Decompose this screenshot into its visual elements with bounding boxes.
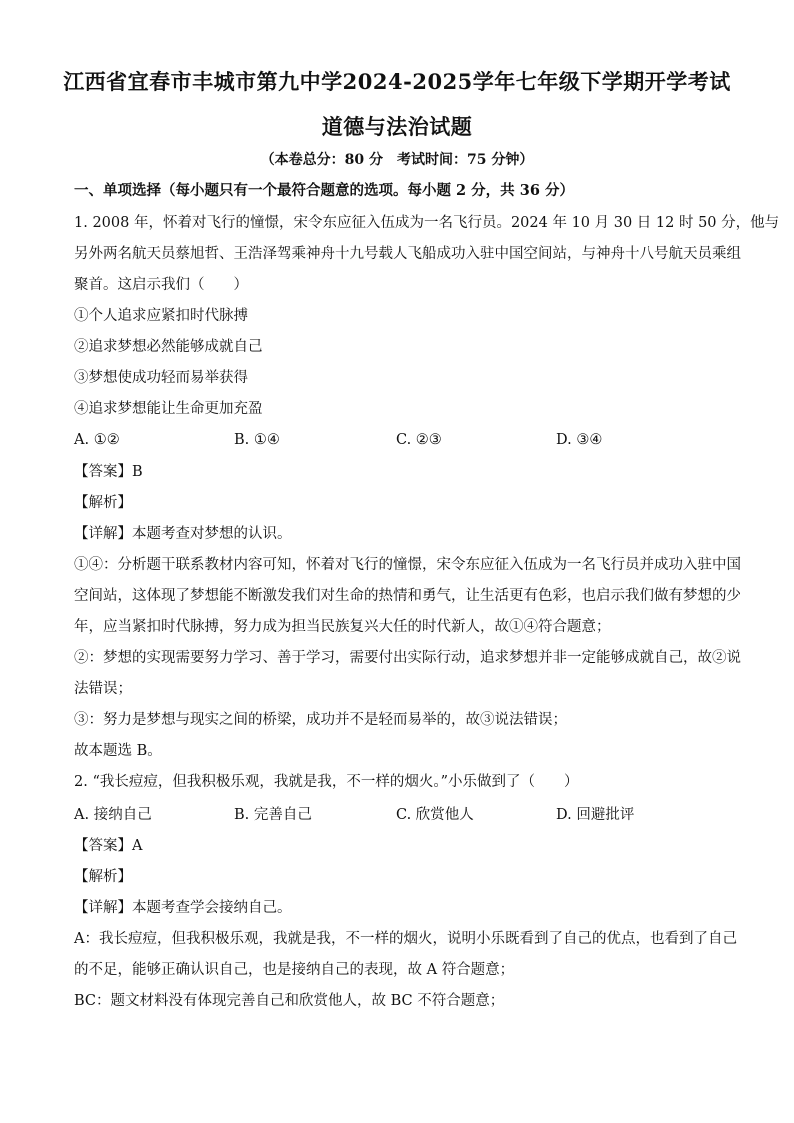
q1-statement-4: ④追求梦想能让生命更加充盈	[74, 401, 263, 417]
q2-option-a: A. 接纳自己	[74, 807, 152, 823]
q1-explain-2-line-1: ②：梦想的实现需要努力学习、善于学习，需要付出实际行动，追求梦想并非一定能够成就自己，故②说	[74, 650, 741, 666]
detail-text: 本题考查对梦想的认识。	[132, 526, 292, 542]
detail-text: 本题考查学会接纳自己。	[132, 900, 292, 916]
q2-explain-1-line-2: 的不足，能够正确认识自己，也是接纳自己的表现，故 A 符合题意；	[74, 962, 515, 978]
q2-detail	[74, 898, 734, 918]
answer-tag: 【答案】	[74, 464, 132, 480]
q1-detail	[74, 524, 734, 544]
q1-explain-3: ③：努力是梦想与现实之间的桥梁，成功并不是轻而易举的，故③说法错误；	[74, 712, 567, 728]
q1-statement-1: ①个人追求应紧扣时代脉搏	[74, 308, 248, 324]
answer-value: B	[132, 464, 143, 480]
answer-value: A	[132, 838, 143, 854]
q2-stem: 2. “我长痘痘，但我积极乐观，我就是我，不一样的烟火。”小乐做到了（ ）	[74, 774, 579, 790]
q2-option-d: D. 回避批评	[556, 807, 635, 823]
q2-explain-1-line-1: A：我长痘痘，但我积极乐观，我就是我，不一样的烟火，说明小乐既看到了自己的优点，也看到了自己	[74, 931, 737, 947]
q1-statement-3: ③梦想使成功轻而易举获得	[74, 370, 248, 386]
detail-tag: 【详解】	[74, 526, 132, 542]
title-line-1: 江西省宜春市丰城市第九中学2024-2025学年七年级下学期开学考试	[63, 69, 731, 94]
q1-stem-line-3: 聚首。这启示我们（ ）	[74, 277, 248, 293]
q2-explain-2: BC：题文材料没有体现完善自己和欣赏他人，故 BC 不符合题意；	[74, 993, 505, 1009]
answer-tag: 【答案】	[74, 838, 132, 854]
q1-option-d: D. ③④	[556, 432, 603, 448]
q1-explain-1-line-2: 空间站，这体现了梦想能不断激发我们对生命的热情和勇气，让生活更有色彩，也启示我们做有梦想的少	[74, 588, 741, 604]
q2-answer	[74, 836, 734, 856]
q2-option-c: C. 欣赏他人	[396, 807, 474, 823]
title-line-2: 道德与法治试题	[321, 114, 473, 139]
q1-statement-2: ②追求梦想必然能够成就自己	[74, 339, 263, 355]
q1-explain-2-line-2: 法错误；	[74, 681, 132, 697]
q1-explain-1-line-1: ①④：分析题干联系教材内容可知，怀着对飞行的憧憬，宋令东应征入伍成为一名飞行员并成功入驻中国	[74, 557, 741, 573]
q1-option-c: C. ②③	[396, 432, 442, 448]
q1-analysis-tag: 【解析】	[74, 495, 132, 511]
q1-option-b: B. ①④	[234, 432, 280, 448]
detail-tag: 【详解】	[74, 900, 132, 916]
q1-option-a: A. ①②	[74, 432, 120, 448]
q2-analysis-tag: 【解析】	[74, 869, 132, 885]
section-heading: 一、单项选择（每小题只有一个最符合题意的选项。每小题 2 分，共 36 分）	[74, 182, 574, 199]
q1-explain-1-line-3: 年，应当紧扣时代脉搏，努力成为担当民族复兴大任的时代新人，故①④符合题意；	[74, 619, 611, 635]
q2-option-b: B. 完善自己	[234, 807, 312, 823]
q1-conclusion: 故本题选 B。	[74, 743, 162, 759]
q1-stem-line-1: 1. 2008 年，怀着对飞行的憧憬，宋令东应征入伍成为一名飞行员。2024 年 10 月 30 日 12 时 50 分，他与	[74, 215, 780, 231]
q1-stem-line-2: 另外两名航天员蔡旭哲、王浩泽驾乘神舟十九号载人飞船成功入驻中国空间站，与神舟十八号航天员乘组	[74, 246, 741, 262]
exam-info: （本卷总分：80 分 考试时间：75 分钟）	[260, 152, 534, 168]
q1-answer	[74, 462, 734, 482]
